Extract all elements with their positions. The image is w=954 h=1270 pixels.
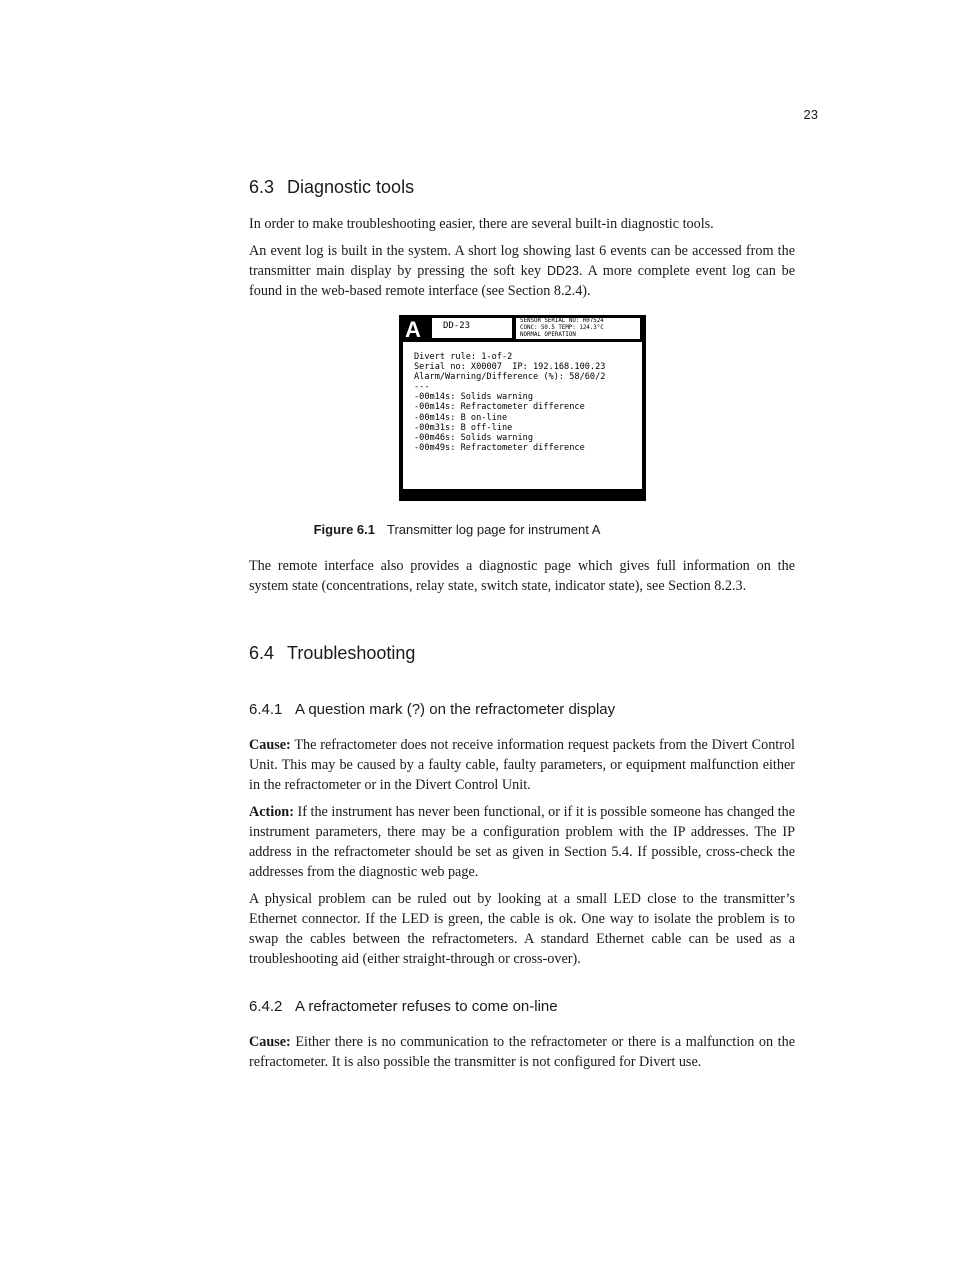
- cause-text: The refractometer does not receive information request packets from the Divert Control Unit. This may be caused by a faulty cable, faulty parameters, or equipment malfunction either in the refractometer or in the Divert Control Unit.: [249, 737, 795, 793]
- section-number: 6.3: [249, 177, 275, 197]
- figure-caption: [0, 522, 954, 537]
- paragraph-physical-problem: A physical problem can be ruled out by looking at a small LED close to the transmitter’s Ethernet connector. If the LED is green, the cable is ok. One way to isolate the problem is to swap the cables between the refractometers. A standard Ethernet cable can be used as a troubleshooting aid (either straight-through or cross-over).: [249, 891, 795, 967]
- status-line: CONC: 50.5 TEMP: 124.3°C: [520, 325, 604, 331]
- text: . A more complete event log can be found in the web-based remote interface (see Section 8.2.4).: [249, 263, 795, 299]
- section-number: 6.4: [249, 643, 275, 663]
- section-title: Diagnostic tools: [287, 177, 415, 197]
- log-lines: [414, 352, 605, 453]
- subsection-title: A refractometer refuses to come on-line: [295, 998, 558, 1015]
- subsection-number: 6.4.1: [249, 701, 283, 718]
- log-line: -00m14s: Refractometer difference: [414, 402, 585, 413]
- log-line: -00m14s: Solids warning: [414, 392, 533, 403]
- section-heading-6-3: [249, 177, 414, 198]
- status-line: NORMAL OPERATION: [520, 332, 576, 338]
- text: An event log is built in the system. A short log showing last 6 events can be accessed from the transmitter main display by pressing the soft key: [249, 243, 795, 279]
- log-line: Divert rule: 1-of-2: [414, 352, 513, 362]
- status-line: SENSOR SERIAL NO: R07524: [520, 318, 604, 324]
- paragraph-intro: In order to make troubleshooting easier, there are several built-in diagnostic tools.: [249, 216, 714, 232]
- log-line: Serial no: X00007 IP: 192.168.100.23: [414, 362, 606, 373]
- transmitter-display-figure: [399, 315, 646, 501]
- cause-text: Either there is no communication to the refractometer or there is a malfunction on the refractometer. It is also possible the transmitter is not configured for Divert use.: [249, 1034, 795, 1070]
- paragraph-action: [249, 802, 795, 882]
- soft-key-name: DD23: [546, 264, 579, 278]
- action-text: If the instrument has never been functional, or if it is possible someone has changed the instrument parameters, there may be a configuration problem with the IP addresses. The IP address in the refractometer should be set as given in Section 5.4. If possible, cross-check the addresses from the diagnostic web page.: [249, 804, 795, 880]
- log-line: ---: [414, 382, 430, 393]
- subsection-heading-6-4-1: [249, 701, 615, 718]
- log-line: -00m14s: B on-line: [414, 412, 508, 423]
- subsection-title: A question mark (?) on the refractometer display: [295, 701, 616, 718]
- status-box: [516, 318, 640, 339]
- paragraph-event-log: [249, 241, 795, 301]
- page-number: 23: [803, 107, 818, 122]
- log-line: Alarm/Warning/Difference (%): 58/60/2: [414, 372, 606, 383]
- log-line: -00m31s: B off-line: [414, 422, 513, 433]
- log-line: -00m46s: Solids warning: [414, 432, 533, 443]
- paragraph-cause-2: [249, 1032, 795, 1072]
- paragraph-cause: [249, 735, 795, 795]
- page-tab-label: DD-23: [443, 321, 471, 331]
- subsection-number: 6.4.2: [249, 998, 283, 1015]
- cause-label: Cause:: [249, 1034, 291, 1050]
- log-line: -00m49s: Refractometer difference: [414, 442, 585, 453]
- caption-label: Figure 6.1: [313, 522, 376, 537]
- cause-label: Cause:: [249, 737, 291, 753]
- instrument-letter: A: [405, 317, 421, 342]
- page-tab: [432, 318, 512, 338]
- section-heading-6-4: [249, 643, 415, 664]
- section-title: Troubleshooting: [287, 643, 416, 663]
- subsection-heading-6-4-2: [249, 998, 558, 1015]
- action-label: Action:: [249, 804, 294, 820]
- caption-text: Transmitter log page for instrument A: [387, 522, 601, 537]
- display-body: [403, 342, 642, 489]
- paragraph-remote-interface: The remote interface also provides a diagnostic page which gives full information on the system state (concentrations, relay state, switch state, indicator state), see Section 8.2.3.: [249, 558, 795, 594]
